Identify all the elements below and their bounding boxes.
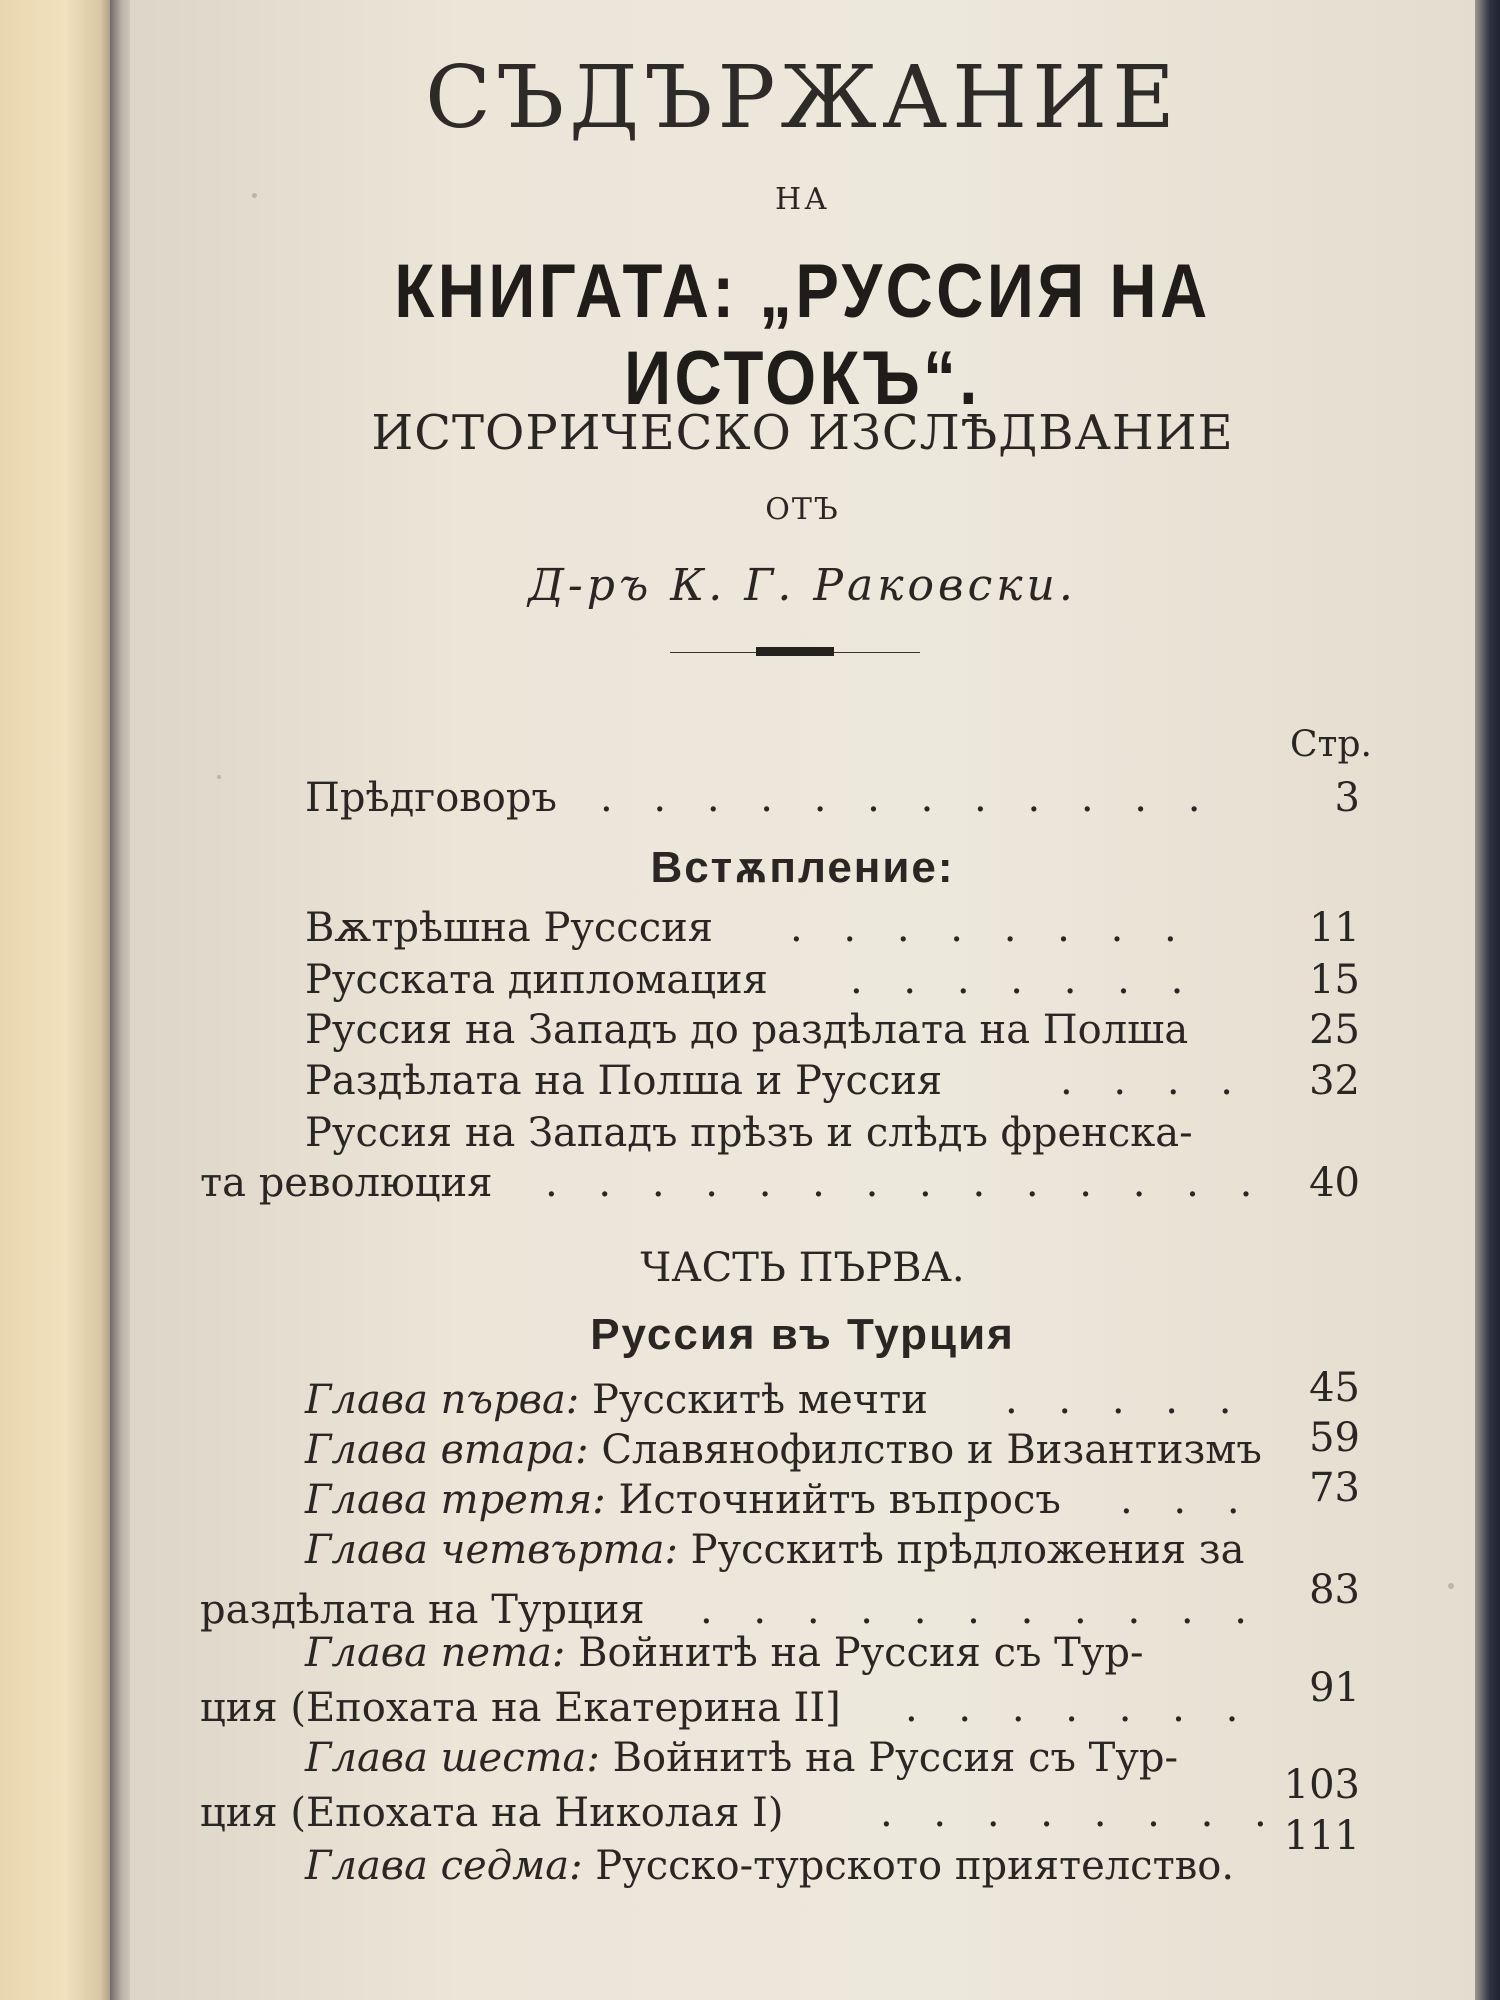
toc-page-number: 111 — [1283, 1813, 1360, 1859]
leader-dots: . . . . — [1060, 1058, 1248, 1104]
toc-page-number: 91 — [1309, 1665, 1360, 1711]
leader-dots: . . . . . . . . — [790, 905, 1191, 951]
toc-page-number: 15 — [1309, 957, 1360, 1003]
chapter-label: Глава седма: — [305, 1843, 583, 1889]
toc-page-number: 83 — [1309, 1567, 1360, 1613]
toc-chapter — [305, 1427, 1262, 1473]
toc-page-number: 103 — [1283, 1762, 1360, 1808]
toc-chapter — [305, 1377, 928, 1423]
toc-page-number: 32 — [1309, 1058, 1360, 1104]
toc-page-number: 25 — [1309, 1007, 1360, 1053]
toc-entry-preface: Прѣдговоръ — [305, 775, 557, 821]
author-name: Д-ръ К. Г. Раковски. — [528, 560, 1077, 611]
page-column-label: Стр. — [1290, 724, 1372, 765]
chapter-title: Источнийтъ въпросъ — [618, 1477, 1061, 1523]
part-label: ЧАСТЬ ПЪРВА. — [640, 1245, 965, 1291]
ornamental-divider — [670, 651, 920, 654]
toc-page-number: 3 — [1334, 775, 1360, 821]
page-title: СЪДЪРЖАНИЕ — [425, 48, 1180, 148]
title-connector: НА — [775, 182, 830, 217]
toc-page-number: 40 — [1309, 1160, 1360, 1206]
toc-chapter-continuation: раздѣлата на Турция — [200, 1587, 645, 1633]
toc-page-number: 73 — [1309, 1465, 1360, 1511]
chapter-label: Глава четвърта: — [305, 1527, 678, 1573]
section-heading-introduction: Встѫпление: — [650, 843, 955, 892]
chapter-title: Войнитѣ на Руссия съ Тур- — [612, 1735, 1179, 1781]
toc-chapter-continuation: ция (Епохата на Екатерина II] — [200, 1685, 841, 1731]
toc-chapter — [305, 1630, 1143, 1676]
toc-entry: Руссия на Западъ до раздѣлата на Полша — [305, 1007, 1189, 1053]
chapter-label: Глава втара: — [305, 1427, 589, 1473]
chapter-title: Русско-турското приятелство. — [595, 1843, 1235, 1889]
chapter-title: Русскитѣ мечти — [592, 1377, 928, 1423]
paper-speck — [1448, 1583, 1454, 1589]
chapter-label: Глава третя: — [305, 1477, 606, 1523]
facing-page-edge — [0, 0, 118, 2000]
toc-chapter-continuation: ция (Епохата на Николая I) — [200, 1790, 784, 1836]
toc-entry-continuation: та революция — [200, 1160, 493, 1206]
leader-dots: . . . . . . . . . . . — [700, 1587, 1262, 1633]
chapter-label: Глава първа: — [305, 1377, 580, 1423]
leader-dots: . . . — [1120, 1477, 1254, 1523]
toc-page-number: 45 — [1309, 1365, 1360, 1411]
chapter-label: Глава шеста: — [305, 1735, 600, 1781]
chapter-title: Войнитѣ на Руссия съ Тур- — [578, 1630, 1144, 1676]
paper-speck — [217, 775, 221, 779]
leader-dots: . . . . . . . . . . . . . . — [545, 1160, 1267, 1206]
leader-dots: . . . . . . . . — [880, 1790, 1281, 1836]
section-heading-part-one: Руссия въ Турция — [590, 1310, 1015, 1359]
author-preposition: ОТЪ — [765, 492, 840, 527]
toc-page-number: 11 — [1309, 905, 1360, 951]
toc-entry: Руссия на Западъ прѣзъ и слѣдъ френска- — [305, 1110, 1193, 1156]
leader-dots: . . . . . — [1005, 1377, 1246, 1423]
book-title: КНИГАТА: „РУССИЯ НА ИСТОКЪ“. — [394, 249, 1211, 421]
chapter-title: Русскитѣ прѣдложения за — [690, 1527, 1245, 1573]
chapter-label: Глава пета: — [305, 1630, 566, 1676]
toc-entry: Вѫтрѣшна Русссия — [305, 905, 714, 951]
toc-chapter — [305, 1477, 1061, 1523]
toc-entry: Раздѣлата на Полша и Руссия — [305, 1058, 943, 1104]
toc-chapter — [305, 1843, 1234, 1889]
toc-chapter — [305, 1527, 1244, 1573]
chapter-title: Славянофилство и Византизмъ — [601, 1427, 1262, 1473]
leader-dots: . . . . . . . . . . . . — [600, 775, 1215, 821]
toc-page-number: 59 — [1309, 1415, 1360, 1461]
book-subtitle: ИСТОРИЧЕСКО ИЗСЛѢДВАНИЕ — [371, 405, 1234, 461]
leader-dots: . . . . . . . — [850, 957, 1198, 1003]
leader-dots: . . . . . . . — [905, 1685, 1253, 1731]
book-cover-edge — [1475, 0, 1500, 2000]
toc-entry: Русската дипломация — [305, 957, 768, 1003]
toc-chapter — [305, 1735, 1178, 1781]
